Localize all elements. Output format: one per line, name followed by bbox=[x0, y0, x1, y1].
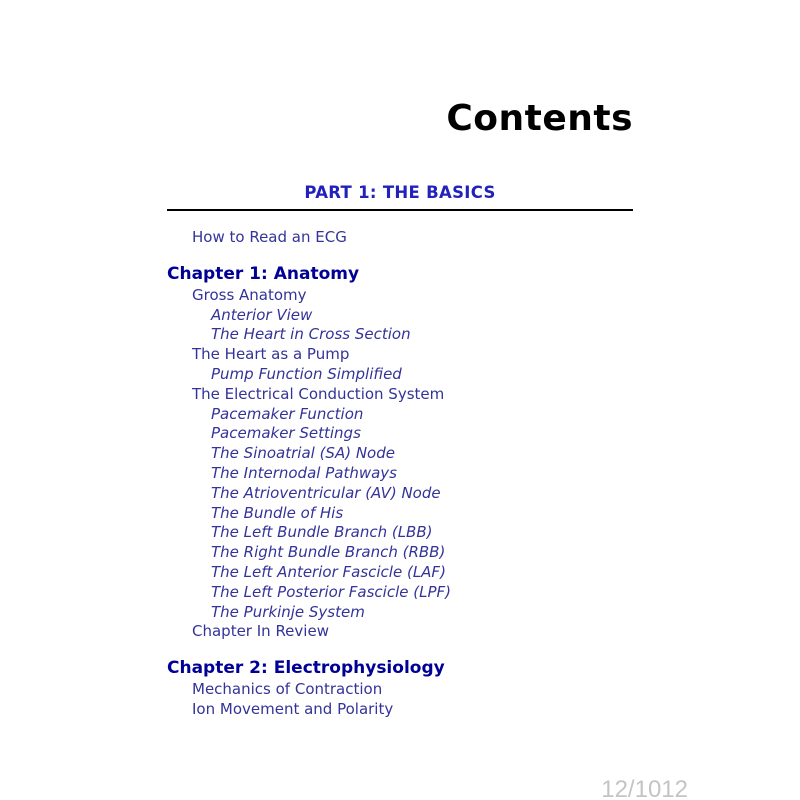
toc-entry: The Heart as a Pump bbox=[192, 345, 350, 364]
divider-line bbox=[167, 209, 633, 211]
toc-entry: The Sinoatrial (SA) Node bbox=[211, 444, 395, 463]
page-title: Contents bbox=[446, 98, 633, 139]
toc-entry: The Internodal Pathways bbox=[211, 463, 397, 482]
toc-entry: Chapter 1: Anatomy bbox=[167, 263, 360, 284]
page-indicator: 12/1012 bbox=[601, 776, 688, 800]
toc-entry: The Bundle of His bbox=[211, 503, 344, 522]
toc-entry: Pacemaker Settings bbox=[211, 424, 361, 443]
toc-entry: The Left Bundle Branch (LBB) bbox=[211, 523, 433, 542]
toc-entry: Pacemaker Function bbox=[211, 404, 364, 423]
toc-entry: Chapter In Review bbox=[192, 622, 329, 641]
toc-entry: Anterior View bbox=[211, 305, 313, 324]
part-section-header bbox=[167, 183, 633, 211]
toc-entry: Ion Movement and Polarity bbox=[192, 699, 394, 718]
toc-entry: How to Read an ECG bbox=[192, 228, 347, 246]
toc-entry: Pump Function Simplified bbox=[211, 364, 402, 383]
toc-entry: The Purkinje System bbox=[211, 602, 365, 621]
toc-entry: Mechanics of Contraction bbox=[192, 680, 383, 699]
toc-entry: Gross Anatomy bbox=[192, 285, 307, 304]
contents-page-body bbox=[167, 0, 633, 720]
part-heading: PART 1: THE BASICS bbox=[304, 183, 496, 202]
toc-entry: The Atrioventricular (AV) Node bbox=[211, 483, 441, 502]
toc-entry: The Left Posterior Fascicle (LPF) bbox=[211, 582, 451, 601]
toc-entry: The Right Bundle Branch (RBB) bbox=[211, 543, 446, 562]
toc-entry: The Electrical Conduction System bbox=[192, 384, 445, 403]
toc-entry: Chapter 2: Electrophysiology bbox=[167, 658, 445, 679]
toc-list bbox=[167, 228, 633, 720]
toc-entry: The Heart in Cross Section bbox=[211, 325, 411, 344]
toc-entry: The Left Anterior Fascicle (LAF) bbox=[211, 562, 446, 581]
